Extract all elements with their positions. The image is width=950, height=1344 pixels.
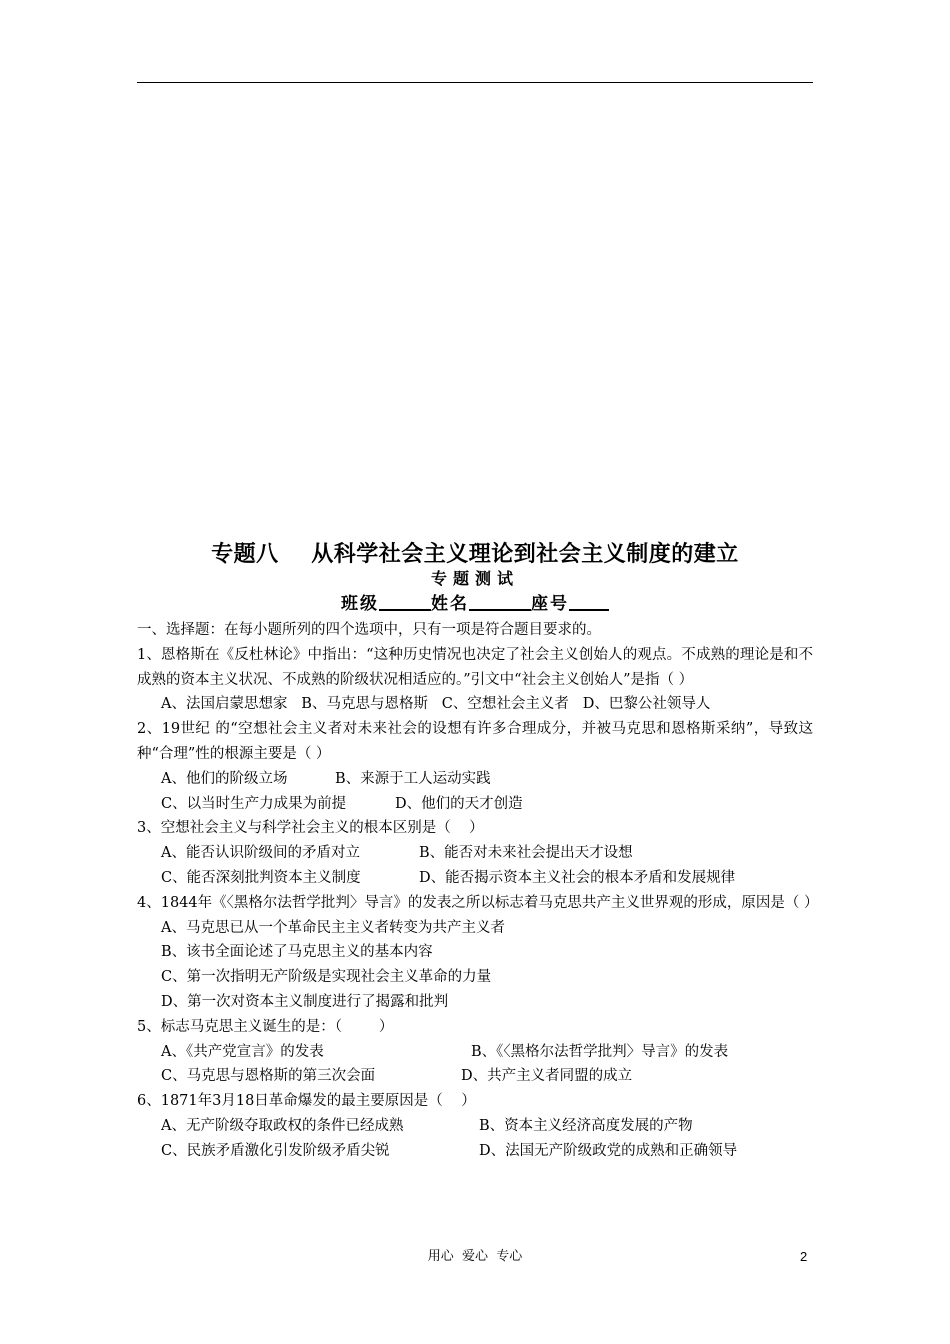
question-6-option-a: A、无产阶级夺取政权的条件已经成熟 — [161, 1117, 404, 1134]
question-6-stem: 6、1871年3月18日革命爆发的最主要原因是（ ） — [137, 1093, 476, 1110]
student-info-fields — [137, 590, 813, 618]
question-5-options-row-2 — [137, 1064, 813, 1089]
class-label: 班级 — [341, 594, 379, 614]
page-title: 专题八 从科学社会主义理论到社会主义制度的建立 — [211, 542, 739, 567]
question-5-option-b: B、《〈黑格尔法哲学批判〉导言》的发表 — [471, 1043, 729, 1060]
section-heading: 一、选择题：在每小题所列的四个选项中，只有一项是符合题目要求的。 — [137, 622, 601, 638]
question-6-option-d: D、法国无产阶级政党的成熟和正确领导 — [479, 1142, 738, 1159]
question-3-option-a: A、能否认识阶级间的矛盾对立 — [161, 845, 360, 862]
question-4-option-a: A、马克思已从一个革命民主主义者转变为共产主义者 — [161, 919, 505, 936]
question-4-option-d: D、第一次对资本主义制度进行了揭露和批判 — [161, 993, 449, 1010]
question-2-option-d: D、他们的天才创造 — [395, 795, 523, 812]
question-3-options-row-1 — [137, 841, 813, 866]
question-2-options-row-1 — [137, 767, 813, 792]
class-blank[interactable] — [379, 591, 431, 611]
question-6-option-c: C、民族矛盾激化引发阶级矛盾尖锐 — [161, 1142, 390, 1159]
question-2-options-row-2 — [137, 792, 813, 817]
page-subtitle: 专题测试 — [430, 569, 519, 588]
name-label: 姓名 — [431, 594, 469, 614]
question-6-options-row-2 — [137, 1139, 813, 1164]
document-body — [137, 540, 819, 1164]
question-5-options-row-1 — [137, 1040, 813, 1065]
header-rule — [137, 82, 813, 83]
question-5-stem: 5、标志马克思主义诞生的是：（ ） — [137, 1018, 394, 1035]
seat-blank[interactable] — [569, 591, 609, 611]
question-3-option-b: B、能否对未来社会提出天才设想 — [419, 845, 633, 862]
question-3-option-d: D、能否揭示资本主义社会的根本矛盾和发展规律 — [419, 869, 736, 886]
question-3-option-c: C、能否深刻批判资本主义制度 — [161, 869, 361, 886]
question-6-option-b: B、资本主义经济高度发展的产物 — [479, 1117, 693, 1134]
question-2-option-b: B、来源于工人运动实践 — [335, 770, 491, 787]
question-4-stem: 4、1844年《〈黑格尔法哲学批判〉导言》的发表之所以标志着马克思共产主义世界观的形成，原因是（ ） — [137, 894, 819, 911]
question-5-option-d: D、共产主义者同盟的成立 — [461, 1068, 633, 1085]
name-blank[interactable] — [469, 591, 531, 611]
question-2-option-c: C、以当时生产力成果为前提 — [161, 795, 347, 812]
seat-label: 座号 — [531, 594, 569, 614]
question-1-options: A、法国启蒙思想家 B、马克思与恩格斯 C、空想社会主义者 D、巴黎公社领导人 — [161, 696, 711, 713]
page-number: 2 — [800, 1249, 808, 1264]
question-2-option-a: A、他们的阶级立场 — [161, 770, 288, 787]
question-5-option-c: C、马克思与恩格斯的第三次会面 — [161, 1068, 376, 1085]
question-5-option-a: A、《共产党宣言》的发表 — [161, 1043, 324, 1060]
question-3-options-row-2 — [137, 866, 813, 891]
question-4-option-c: C、第一次指明无产阶级是实现社会主义革命的力量 — [161, 969, 492, 986]
question-1-stem: 1、恩格斯在《反杜林论》中指出：“这种历史情况也决定了社会主义创始人的观点。不成熟的理论是和不成熟的资本主义状况、不成熟的阶级状况相适应的。”引文中“社会主义创始人”是指（ ） — [137, 646, 813, 688]
question-2-stem: 2、19世纪 的“空想社会主义者对未来社会的设想有许多合理成分，并被马克思和恩格斯采纳”，导致这种“合理”性的根源主要是（ ） — [137, 721, 813, 762]
footer-motto: 用心 爱心 专心 — [427, 1249, 523, 1264]
question-3-stem: 3、空想社会主义与科学社会主义的根本区别是（ ） — [137, 820, 484, 837]
question-6-options-row-1 — [137, 1114, 813, 1139]
question-4-option-b: B、该书全面论述了马克思主义的基本内容 — [161, 944, 433, 961]
